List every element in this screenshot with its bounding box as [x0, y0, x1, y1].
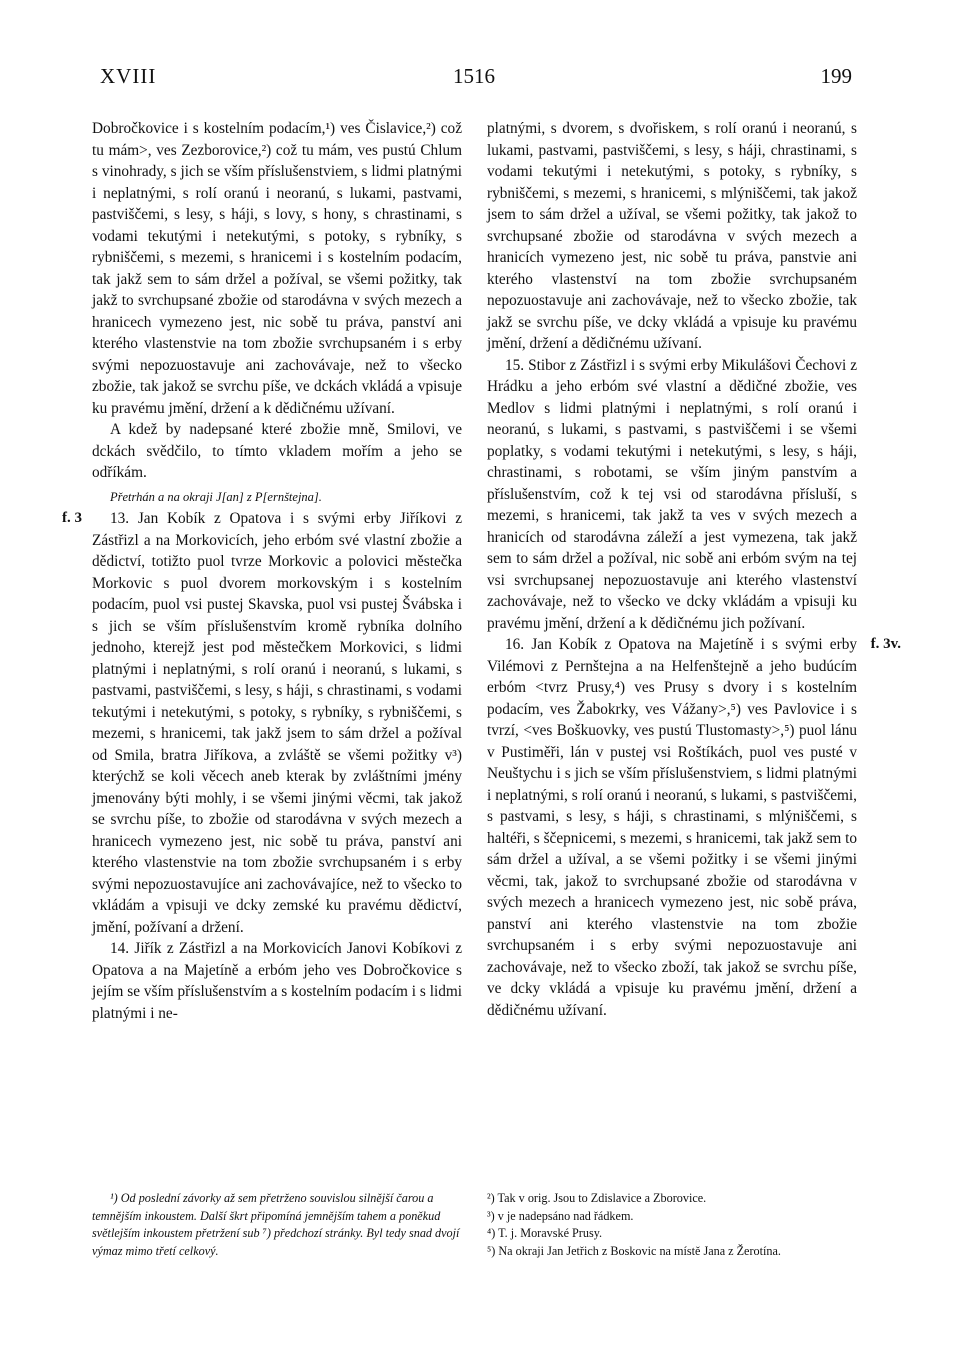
footnote-2: ²) Tak v orig. Jsou to Zdislavice a Zborovice. — [487, 1191, 707, 1205]
entry-14-text: 14. Jiřík z Zástřizl a na Morkovicích Janovi Kobíkovi z Opatova a na Majetíně a erbóm jeho ves Dobročkovice s jejím se vším příslušenstvím a s kostelním podacím i s lidmi platnými i ne- — [92, 940, 462, 1022]
volume-number: XVIII — [100, 64, 157, 88]
folio-marker: f. 3v. — [870, 636, 901, 652]
entry-paragraph: A kdež by nadepsané které zbožie mně, Smilovi, ve dckách svědčilo, to tímto vkladem mořím a jeho se odříkám. — [92, 421, 462, 481]
entry-16 — [487, 634, 901, 1021]
footnote-divider — [92, 1177, 868, 1178]
right-column — [487, 118, 901, 1021]
entry-13 — [62, 508, 462, 938]
page-number: 199 — [820, 64, 852, 88]
folio-marker: f. 3 — [62, 510, 82, 526]
left-column — [62, 118, 462, 1024]
entry-continuation: Dobročkovice i s kostelním podacím,¹) ves Čislavice,²) což tu mám>, ves Zezborovice,²) což tu mám, ves pustú Chlum s vinohrady, s jich se vším příslušenstviem, s lidmi platnými i neplatnými, s rolí oranú i neoranú, s lukami, pastvami, pastviščemi, s lesy, s háji, s lovy, s hony, s chrastinami, s vodami tekutými i netekutými, s potoky, s rybníky, s rybniščemi, s mezemi, s hranicemi i s kostelním podacím, tak jakž sem to sám držel a požíval, se všemi požitky, tak jakž to svrchupsané zbožie od starodávna v svých mezech a hranicech vymezeno jest, nic sobě tu práva, panství ani kterého vlastenstvie na tom zbožie svrchupsaném i s erby svými nepozuostavuje ani zachovávaje, než to všecko zbožie, tak jakož se svrchu píše, ve dckách vkládá a vpisuje ku pravému jmění, držení a k dědičnému užívaní. — [92, 120, 462, 417]
footnotes-left — [92, 1190, 462, 1260]
year: 1516 — [453, 64, 495, 88]
entry-13-text: 13. Jan Kobík z Opatova i s svými erby Jiříkovi z Zástřizl a na Morkovicích, jeho erbóm své vlastní zbožie a dědictví, totižto puol tvrze Morkovic a polovici městečka Morkovic s puol dvorem morkovským i s kostelním podacím, puol vsi pustej Skavska, puol vsi pustej Švábska i s jich se vším příslušenstvím kromě rybníka dolního jednoho, kterejž jest pod městečkem Morkovici, s lidmi platnými i neplatnými, s rolí oranú i neoranú, s lukami, s pastvami, pastviščemi, s lesy, s háji, s chrastinami, s vodami tekutými i netekutými, s potoky, s rybníky, s rybniščemi, s mezemi, s hranicemi, tak jakž jsem to sám držel a požíval od Smila, bratra Jiříkova, a zvláště se všemi požitky v³) kterýchž se koli věcech aneb kterak by zvláštními jmény jmenovány býti mohly, i se všemi jinými věcmi, tak jakož se svrchu píše, to zbožie od starodávna v svých mezech a hranicech vymezeno jest, nic sobě tu práva, panství ani kterého vlastenstvie na tom zbožie svrchupsaném i s erby svými nepozuostavujíce ani zachovávajíce, než to všecko to vkládám a vpisuji ve dcky zemské ku pravému dědictví, jmění, požívaní a držení. — [92, 510, 462, 936]
footnote-1: ¹) Od poslední závorky až sem přetrženo souvislou silnější čarou a temnějším inkoustem. Další škrt připomíná jemnějším tahem a poněkud světlejším inkoustem přetržení sub ⁷) předchozí stránky. Byl tedy snad dvojí výmaz mimo třetí celkový. — [92, 1191, 460, 1258]
page-header — [100, 64, 852, 94]
footnote-3: ³) v je nadepsáno nad řádkem. — [487, 1208, 634, 1223]
entry-15-text: 15. Stibor z Zástřizl i s svými erby Mikulášovi Čechovi z Hrádku a jeho erbóm své vlastní a dědičné zbožie, ves Medlov s lidmi platnými i neplatnými, s rolí oranú i neoranú, s lukami, s pastvami, s pastviščemi i se všemi poplatky, s vodami tekutými i netekutými, s lesy, s háji, chrastinami, s robotami, se vším jiným panstvím a příslušenstvím, což k tej vsi od starodávna přísluší, s mezemi, s hranicemi, tak jakž ta ves v svých mezech a hranicích od starodávna záleží a jest vymezena, tak jakž sem to sám držel a požíval, nic sobě ani erbóm svým na tej vsi svrchupsanej nepozuostavuje ani kterého vlastenství zachovávaje, než to všecko ve dcky vkládám a vpisuji ku pravému jmění, držení a k dědičnému jich požívaní. — [487, 356, 857, 632]
entry-16-text: 16. Jan Kobík z Opatova na Majetíně i s svými erby Vilémovi z Pernštejna a na Helfenštejně a jeho budúcím erbóm <tvrz Prusy,⁴) ves Prusy s dvory i s kostelním podacím, ves Žabokrky, ves Vážany>,⁵) ves Pavlovice i s tvrzí, <ves Boškuovky, ves pustú Tlustomasty>,⁵) puol lánu v Pustiměři, lán v pustej vsi Roštíkách, puol ves pusté v Neuštychu i s jich se vším příslušenstviem, s lidmi platnými i neplatnými, s rolí oranú i neoranú, s lukami, s pastviščemi, s pastvami, s lesy, s háji, s chrastinami, s mlýniščemi, s haltéři, s ščepnicemi, s mezemi, s hranicemi, tak jakž sem to sám držel a užíval, a se všemi požitky i se všemi jinými věcmi, tak, jakož to svrchupsané zbožie od starodávna v svých mezech a hranicech vymezeno jest, nic sobě práva, panství ani kterého vlastenstvie na tom zbožie svrchupsaném i s erby svými nepozuostavuje ani zachovávaje, než to všecko zboží, tak jakož se svrchu píše, ve dcky vkládá a vpisuje ku pravému jmění, držení a dědičnému užívaní. — [487, 636, 857, 1019]
entry-continuation: platnými, s dvorem, s dvořiskem, s rolí oranú i neoranú, s lukami, pastvami, pastviščemi, s lesy, s háji, chrastinami, s vodami tekutými i netekutými, s potoky, s rybníky, s rybniščemi, s mezemi, s hranicemi, s mlýniščemi, tak jakož jsem to sám držel a užíval, se všemi požitky, tak jakož to svrchupsané zbožie od starodávna v svých mezech a hranicích vymezeno jest, nic sobě tu práva, panstvie ani kterého vlastenství na tom zbožie svrchupsaném nepozuostavuje ani zachovávaje, než to všecko zbožie, tak jakž se svrchu píše, ve dcky vkládá a vpisuje ku pravému jmění, držení a dědičnému užívaní. — [487, 120, 857, 352]
footnote-5: ⁵) Na okraji Jan Jetřich z Boskovic na místě Jana z Žerotína. — [487, 1243, 781, 1258]
footnote-4: ⁴) T. j. Moravské Prusy. — [487, 1226, 603, 1240]
margin-note: Přetrhán a na okraji J[an] z P[ernštejna]. — [110, 489, 322, 504]
footnotes-right — [487, 1190, 857, 1260]
